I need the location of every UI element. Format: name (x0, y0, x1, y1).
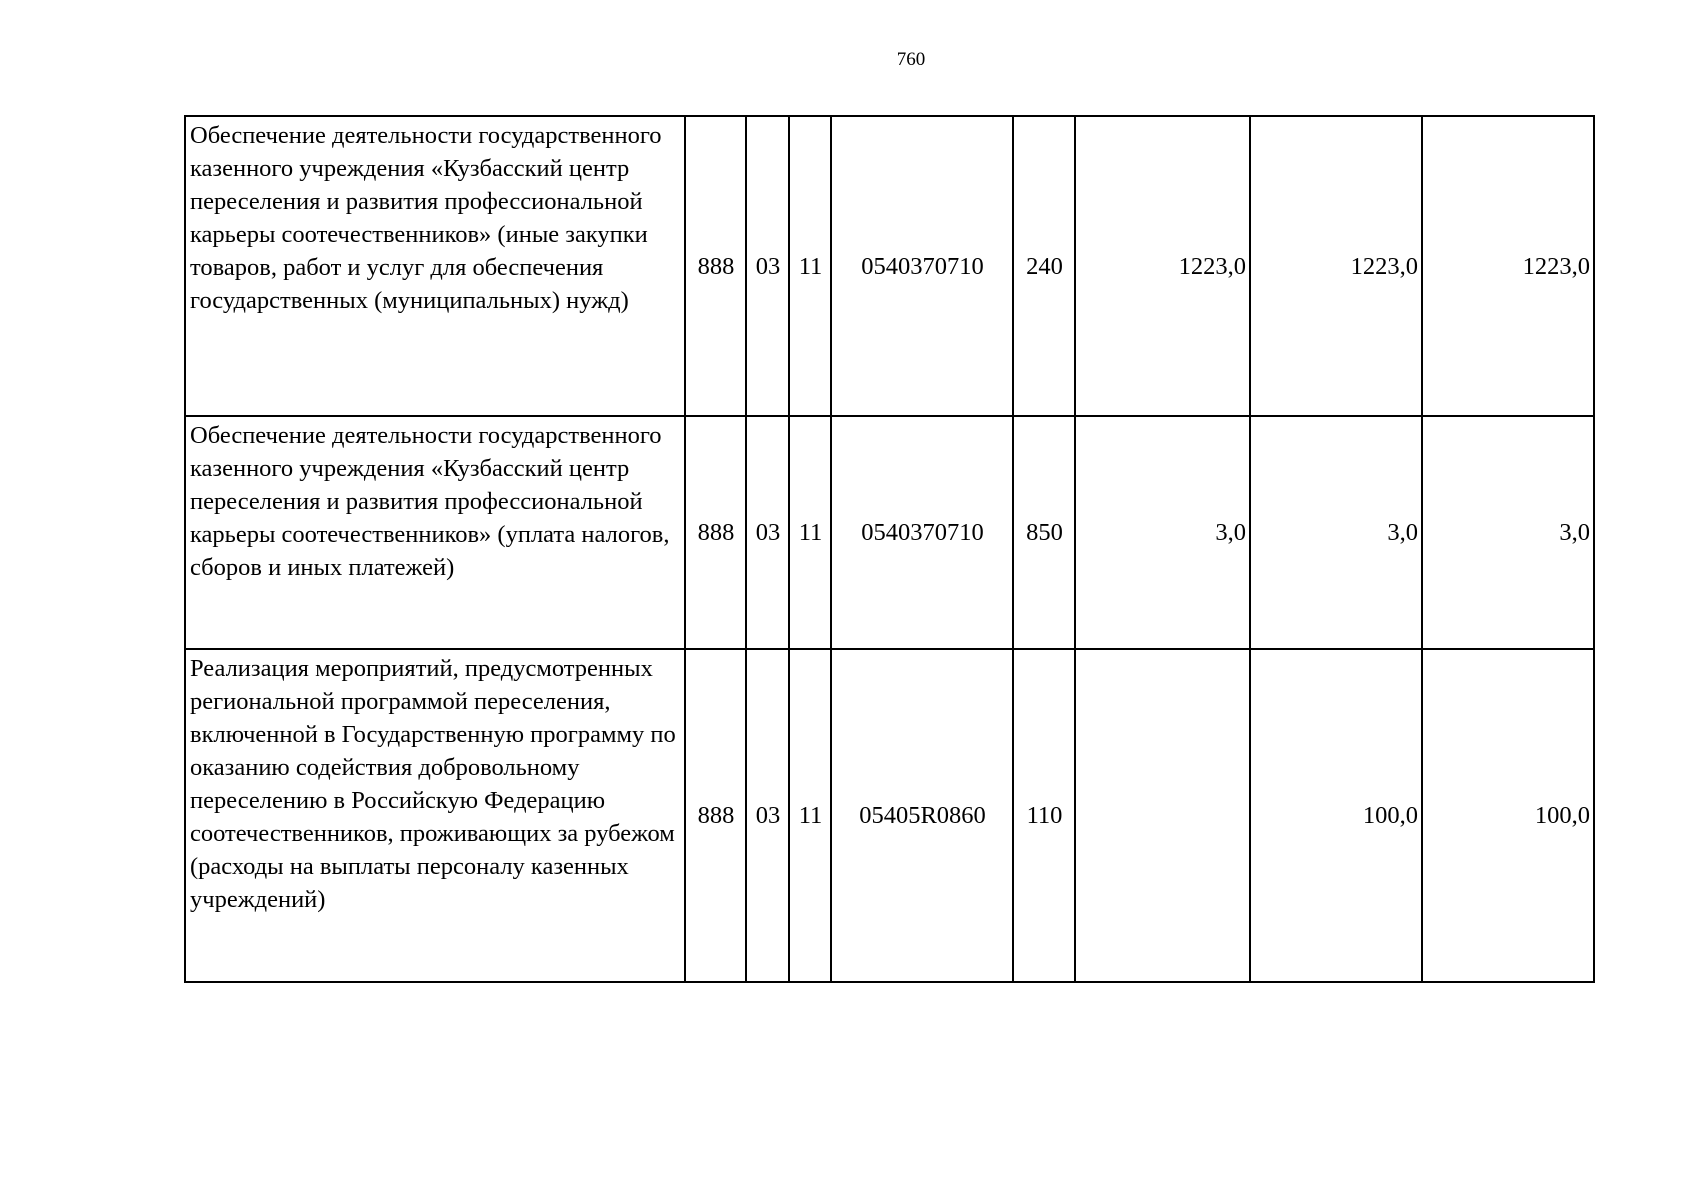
row-description: Обеспечение деятельности государственного казенного учреждения «Кузбасский центр переселения и развития профессиональной карьеры соотечественников» (уплата налогов, сборов и иных платежей) (185, 416, 685, 649)
row-amount-year3: 100,0 (1422, 649, 1594, 982)
row-amount-year1: 3,0 (1075, 416, 1250, 649)
row-subsection: 11 (789, 416, 831, 649)
row-section: 03 (746, 116, 789, 416)
row-amount-year1 (1075, 649, 1250, 982)
row-section: 03 (746, 649, 789, 982)
row-amount-year3: 1223,0 (1422, 116, 1594, 416)
row-amount-year2: 100,0 (1250, 649, 1422, 982)
budget-table (184, 115, 1595, 983)
row-amount-year2: 3,0 (1250, 416, 1422, 649)
row-ministry-code: 888 (685, 116, 746, 416)
row-ministry-code: 888 (685, 649, 746, 982)
row-description: Обеспечение деятельности государственного казенного учреждения «Кузбасский центр переселения и развития профессиональной карьеры соотечественников» (иные закупки товаров, работ и услуг для обеспечения государственных (муниципальных) нужд) (185, 116, 685, 416)
row-subsection: 11 (789, 116, 831, 416)
page-number: 760 (896, 49, 926, 70)
row-amount-year2: 1223,0 (1250, 116, 1422, 416)
row-section: 03 (746, 416, 789, 649)
row-target-article: 0540370710 (831, 116, 1013, 416)
row-amount-year1: 1223,0 (1075, 116, 1250, 416)
table-row (185, 649, 1594, 982)
row-ministry-code: 888 (685, 416, 746, 649)
row-target-article: 0540370710 (831, 416, 1013, 649)
row-subsection: 11 (789, 649, 831, 982)
row-expense-type: 240 (1013, 116, 1075, 416)
table-row (185, 416, 1594, 649)
row-description: Реализация мероприятий, предусмотренных региональной программой переселения, включенной в Государственную программу по оказанию содействия добровольному переселению в Российскую Федерацию соотечественников, проживающих за рубежом (расходы на выплаты персоналу казенных учреждений) (185, 649, 685, 982)
row-expense-type: 110 (1013, 649, 1075, 982)
row-expense-type: 850 (1013, 416, 1075, 649)
table-row (185, 116, 1594, 416)
row-amount-year3: 3,0 (1422, 416, 1594, 649)
row-target-article: 05405R0860 (831, 649, 1013, 982)
